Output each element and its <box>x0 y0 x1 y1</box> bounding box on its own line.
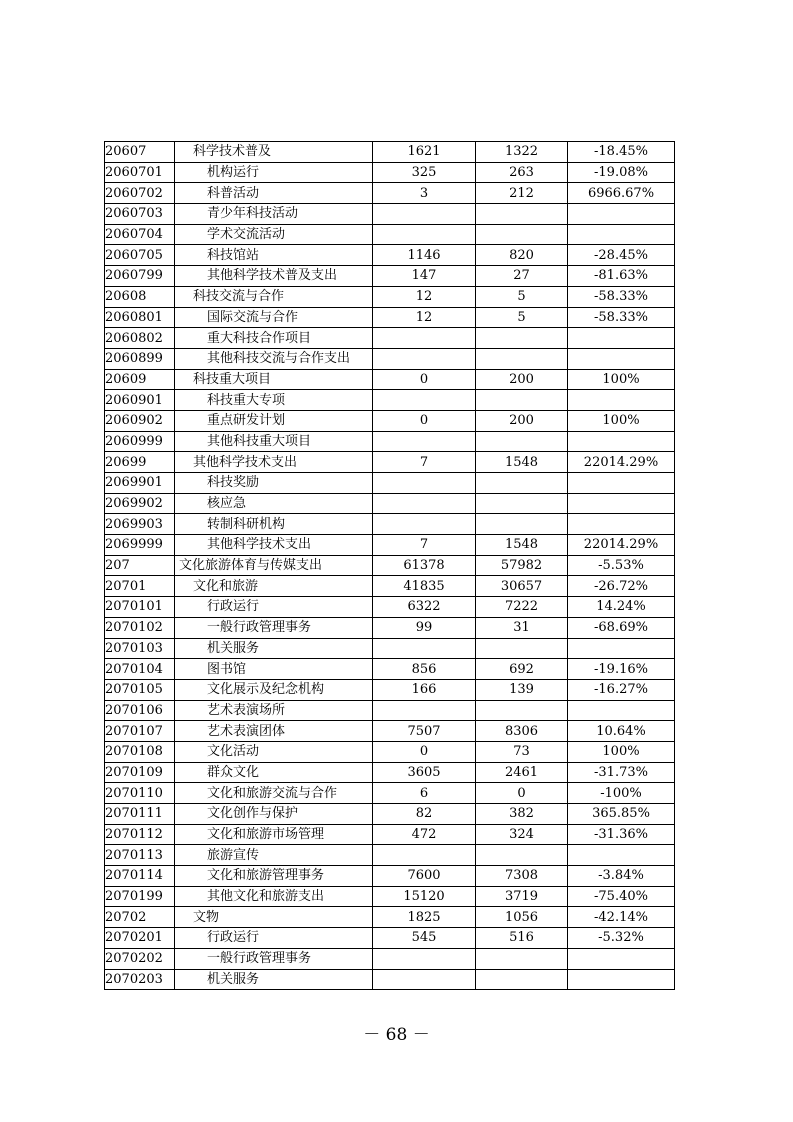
table-row <box>105 700 675 721</box>
previous-amount-cell: 147 <box>373 266 476 287</box>
table-row <box>105 328 675 349</box>
table-row <box>105 286 675 307</box>
current-amount-cell: 73 <box>476 741 568 762</box>
previous-amount-cell: 61378 <box>373 555 476 576</box>
subject-name-cell: 其他文化和旅游支出 <box>175 886 373 907</box>
subject-code-cell: 2070103 <box>105 638 175 659</box>
current-amount-cell: 139 <box>476 679 568 700</box>
subject-code-cell: 2070102 <box>105 617 175 638</box>
subject-code-cell: 20609 <box>105 369 175 390</box>
subject-code-cell: 2060801 <box>105 307 175 328</box>
subject-code-cell: 20608 <box>105 286 175 307</box>
current-amount-cell: 212 <box>476 183 568 204</box>
previous-amount-cell: 325 <box>373 162 476 183</box>
change-percent-cell <box>568 473 675 494</box>
table-row <box>105 617 675 638</box>
current-amount-cell: 5 <box>476 307 568 328</box>
previous-amount-cell: 6322 <box>373 597 476 618</box>
previous-amount-cell: 7 <box>373 452 476 473</box>
previous-amount-cell <box>373 390 476 411</box>
subject-name-cell: 文化和旅游 <box>175 576 373 597</box>
table-row <box>105 721 675 742</box>
previous-amount-cell <box>373 431 476 452</box>
subject-name-cell: 旅游宣传 <box>175 845 373 866</box>
change-percent-cell: 365.85% <box>568 804 675 825</box>
current-amount-cell <box>476 700 568 721</box>
previous-amount-cell: 12 <box>373 286 476 307</box>
subject-code-cell: 2060701 <box>105 162 175 183</box>
subject-name-cell: 其他科技交流与合作支出 <box>175 348 373 369</box>
previous-amount-cell: 12 <box>373 307 476 328</box>
current-amount-cell <box>476 390 568 411</box>
change-percent-cell <box>568 390 675 411</box>
subject-code-cell: 2070108 <box>105 741 175 762</box>
table-row <box>105 824 675 845</box>
current-amount-cell <box>476 328 568 349</box>
subject-code-cell: 2070111 <box>105 804 175 825</box>
previous-amount-cell: 166 <box>373 679 476 700</box>
table-row <box>105 907 675 928</box>
subject-name-cell: 科普活动 <box>175 183 373 204</box>
subject-name-cell: 文化活动 <box>175 741 373 762</box>
change-percent-cell: -26.72% <box>568 576 675 597</box>
change-percent-cell <box>568 204 675 225</box>
current-amount-cell: 3719 <box>476 886 568 907</box>
table-row <box>105 535 675 556</box>
change-percent-cell <box>568 348 675 369</box>
subject-name-cell: 文化和旅游管理事务 <box>175 866 373 887</box>
subject-code-cell: 2060703 <box>105 204 175 225</box>
subject-name-cell: 文化创作与保护 <box>175 804 373 825</box>
current-amount-cell <box>476 224 568 245</box>
change-percent-cell: 14.24% <box>568 597 675 618</box>
table-row <box>105 845 675 866</box>
change-percent-cell: -58.33% <box>568 307 675 328</box>
previous-amount-cell: 3605 <box>373 762 476 783</box>
table-row <box>105 410 675 431</box>
current-amount-cell: 263 <box>476 162 568 183</box>
change-percent-cell: -5.53% <box>568 555 675 576</box>
subject-name-cell: 群众文化 <box>175 762 373 783</box>
subject-code-cell: 2060704 <box>105 224 175 245</box>
change-percent-cell: -28.45% <box>568 245 675 266</box>
table-row <box>105 307 675 328</box>
table-row <box>105 886 675 907</box>
previous-amount-cell: 0 <box>373 741 476 762</box>
previous-amount-cell: 15120 <box>373 886 476 907</box>
subject-code-cell: 2069903 <box>105 514 175 535</box>
subject-code-cell: 2070104 <box>105 659 175 680</box>
current-amount-cell: 31 <box>476 617 568 638</box>
change-percent-cell: -5.32% <box>568 928 675 949</box>
table-row <box>105 576 675 597</box>
current-amount-cell: 2461 <box>476 762 568 783</box>
change-percent-cell: -31.73% <box>568 762 675 783</box>
current-amount-cell: 5 <box>476 286 568 307</box>
subject-name-cell: 文化和旅游交流与合作 <box>175 783 373 804</box>
change-percent-cell <box>568 969 675 990</box>
table-row <box>105 804 675 825</box>
subject-name-cell: 科学技术普及 <box>175 142 373 163</box>
change-percent-cell <box>568 328 675 349</box>
subject-code-cell: 2070113 <box>105 845 175 866</box>
previous-amount-cell: 472 <box>373 824 476 845</box>
table-row <box>105 514 675 535</box>
subject-name-cell: 图书馆 <box>175 659 373 680</box>
current-amount-cell <box>476 473 568 494</box>
subject-code-cell: 2070203 <box>105 969 175 990</box>
subject-name-cell: 重大科技合作项目 <box>175 328 373 349</box>
change-percent-cell <box>568 700 675 721</box>
subject-name-cell: 青少年科技活动 <box>175 204 373 225</box>
current-amount-cell: 7308 <box>476 866 568 887</box>
table-row <box>105 866 675 887</box>
change-percent-cell: -75.40% <box>568 886 675 907</box>
change-percent-cell: -58.33% <box>568 286 675 307</box>
change-percent-cell: 10.64% <box>568 721 675 742</box>
previous-amount-cell: 0 <box>373 410 476 431</box>
change-percent-cell: -16.27% <box>568 679 675 700</box>
current-amount-cell: 692 <box>476 659 568 680</box>
subject-code-cell: 2069902 <box>105 493 175 514</box>
previous-amount-cell: 3 <box>373 183 476 204</box>
subject-code-cell: 2060702 <box>105 183 175 204</box>
subject-name-cell: 其他科技重大项目 <box>175 431 373 452</box>
previous-amount-cell: 7 <box>373 535 476 556</box>
subject-name-cell: 核应急 <box>175 493 373 514</box>
current-amount-cell <box>476 845 568 866</box>
previous-amount-cell <box>373 224 476 245</box>
subject-name-cell: 行政运行 <box>175 597 373 618</box>
subject-code-cell: 20607 <box>105 142 175 163</box>
subject-name-cell: 其他科学技术普及支出 <box>175 266 373 287</box>
previous-amount-cell: 1621 <box>373 142 476 163</box>
table-row <box>105 638 675 659</box>
subject-code-cell: 207 <box>105 555 175 576</box>
table-row <box>105 142 675 163</box>
change-percent-cell <box>568 948 675 969</box>
subject-name-cell: 文化旅游体育与传媒支出 <box>175 555 373 576</box>
table-row <box>105 452 675 473</box>
subject-code-cell: 2070101 <box>105 597 175 618</box>
table-body <box>105 142 675 990</box>
table-row <box>105 162 675 183</box>
subject-name-cell: 转制科研机构 <box>175 514 373 535</box>
table-row <box>105 969 675 990</box>
subject-code-cell: 20699 <box>105 452 175 473</box>
subject-code-cell: 2070114 <box>105 866 175 887</box>
subject-code-cell: 2060902 <box>105 410 175 431</box>
table-row <box>105 948 675 969</box>
table-row <box>105 348 675 369</box>
table-row <box>105 390 675 411</box>
subject-name-cell: 一般行政管理事务 <box>175 948 373 969</box>
current-amount-cell: 1548 <box>476 535 568 556</box>
subject-name-cell: 艺术表演团体 <box>175 721 373 742</box>
current-amount-cell: 382 <box>476 804 568 825</box>
change-percent-cell: -18.45% <box>568 142 675 163</box>
change-percent-cell: -3.84% <box>568 866 675 887</box>
previous-amount-cell <box>373 473 476 494</box>
current-amount-cell: 8306 <box>476 721 568 742</box>
previous-amount-cell: 545 <box>373 928 476 949</box>
change-percent-cell <box>568 224 675 245</box>
subject-name-cell: 机关服务 <box>175 969 373 990</box>
previous-amount-cell: 41835 <box>373 576 476 597</box>
subject-code-cell: 2070201 <box>105 928 175 949</box>
table-row <box>105 597 675 618</box>
previous-amount-cell: 7600 <box>373 866 476 887</box>
change-percent-cell: -19.16% <box>568 659 675 680</box>
subject-code-cell: 2070199 <box>105 886 175 907</box>
table-row <box>105 679 675 700</box>
subject-code-cell: 2069999 <box>105 535 175 556</box>
change-percent-cell: 100% <box>568 410 675 431</box>
current-amount-cell <box>476 493 568 514</box>
current-amount-cell: 516 <box>476 928 568 949</box>
table-row <box>105 928 675 949</box>
subject-code-cell: 2070202 <box>105 948 175 969</box>
current-amount-cell: 27 <box>476 266 568 287</box>
change-percent-cell <box>568 845 675 866</box>
current-amount-cell: 7222 <box>476 597 568 618</box>
subject-name-cell: 机构运行 <box>175 162 373 183</box>
page-number: － 68 － <box>363 1025 430 1045</box>
subject-name-cell: 重点研发计划 <box>175 410 373 431</box>
subject-name-cell: 国际交流与合作 <box>175 307 373 328</box>
subject-name-cell: 其他科学技术支出 <box>175 535 373 556</box>
subject-name-cell: 学术交流活动 <box>175 224 373 245</box>
change-percent-cell: -100% <box>568 783 675 804</box>
subject-code-cell: 2070105 <box>105 679 175 700</box>
change-percent-cell: -68.69% <box>568 617 675 638</box>
previous-amount-cell: 0 <box>373 369 476 390</box>
current-amount-cell <box>476 948 568 969</box>
subject-code-cell: 2070107 <box>105 721 175 742</box>
previous-amount-cell: 99 <box>373 617 476 638</box>
subject-code-cell: 2070109 <box>105 762 175 783</box>
subject-code-cell: 20701 <box>105 576 175 597</box>
previous-amount-cell: 1825 <box>373 907 476 928</box>
table-row <box>105 659 675 680</box>
previous-amount-cell: 82 <box>373 804 476 825</box>
current-amount-cell <box>476 204 568 225</box>
subject-code-cell: 20702 <box>105 907 175 928</box>
current-amount-cell: 200 <box>476 410 568 431</box>
budget-expenditure-table <box>104 141 675 990</box>
subject-code-cell: 2060802 <box>105 328 175 349</box>
table-row <box>105 762 675 783</box>
previous-amount-cell <box>373 328 476 349</box>
subject-name-cell: 其他科学技术支出 <box>175 452 373 473</box>
table-row <box>105 224 675 245</box>
subject-code-cell: 2070106 <box>105 700 175 721</box>
previous-amount-cell <box>373 845 476 866</box>
previous-amount-cell <box>373 204 476 225</box>
current-amount-cell: 1322 <box>476 142 568 163</box>
subject-name-cell: 科技馆站 <box>175 245 373 266</box>
subject-code-cell: 2060799 <box>105 266 175 287</box>
subject-name-cell: 科技重大项目 <box>175 369 373 390</box>
subject-name-cell: 文物 <box>175 907 373 928</box>
previous-amount-cell <box>373 969 476 990</box>
current-amount-cell <box>476 969 568 990</box>
subject-code-cell: 2070112 <box>105 824 175 845</box>
change-percent-cell: 22014.29% <box>568 452 675 473</box>
subject-name-cell: 文化和旅游市场管理 <box>175 824 373 845</box>
current-amount-cell: 30657 <box>476 576 568 597</box>
current-amount-cell <box>476 638 568 659</box>
table-row <box>105 183 675 204</box>
current-amount-cell: 324 <box>476 824 568 845</box>
previous-amount-cell <box>373 348 476 369</box>
change-percent-cell <box>568 431 675 452</box>
current-amount-cell: 200 <box>476 369 568 390</box>
subject-code-cell: 2070110 <box>105 783 175 804</box>
current-amount-cell: 57982 <box>476 555 568 576</box>
subject-name-cell: 科技交流与合作 <box>175 286 373 307</box>
subject-code-cell: 2060901 <box>105 390 175 411</box>
change-percent-cell: 100% <box>568 741 675 762</box>
table-row <box>105 741 675 762</box>
table-row <box>105 245 675 266</box>
change-percent-cell: -19.08% <box>568 162 675 183</box>
current-amount-cell: 1548 <box>476 452 568 473</box>
previous-amount-cell: 6 <box>373 783 476 804</box>
current-amount-cell: 820 <box>476 245 568 266</box>
subject-name-cell: 艺术表演场所 <box>175 700 373 721</box>
change-percent-cell <box>568 514 675 535</box>
subject-code-cell: 2060999 <box>105 431 175 452</box>
change-percent-cell: -81.63% <box>568 266 675 287</box>
subject-name-cell: 文化展示及纪念机构 <box>175 679 373 700</box>
current-amount-cell: 1056 <box>476 907 568 928</box>
change-percent-cell: 100% <box>568 369 675 390</box>
change-percent-cell <box>568 638 675 659</box>
subject-code-cell: 2069901 <box>105 473 175 494</box>
subject-name-cell: 科技奖励 <box>175 473 373 494</box>
previous-amount-cell <box>373 700 476 721</box>
current-amount-cell <box>476 348 568 369</box>
subject-code-cell: 2060705 <box>105 245 175 266</box>
previous-amount-cell <box>373 514 476 535</box>
previous-amount-cell <box>373 638 476 659</box>
previous-amount-cell: 7507 <box>373 721 476 742</box>
previous-amount-cell <box>373 948 476 969</box>
previous-amount-cell: 1146 <box>373 245 476 266</box>
subject-name-cell: 一般行政管理事务 <box>175 617 373 638</box>
table-row <box>105 555 675 576</box>
previous-amount-cell: 856 <box>373 659 476 680</box>
table-row <box>105 783 675 804</box>
table-row <box>105 493 675 514</box>
table-row <box>105 266 675 287</box>
previous-amount-cell <box>373 493 476 514</box>
table-row <box>105 204 675 225</box>
change-percent-cell: -31.36% <box>568 824 675 845</box>
change-percent-cell: 6966.67% <box>568 183 675 204</box>
current-amount-cell: 0 <box>476 783 568 804</box>
subject-name-cell: 机关服务 <box>175 638 373 659</box>
table-row <box>105 431 675 452</box>
subject-name-cell: 行政运行 <box>175 928 373 949</box>
current-amount-cell <box>476 514 568 535</box>
subject-code-cell: 2060899 <box>105 348 175 369</box>
table-row <box>105 473 675 494</box>
change-percent-cell <box>568 493 675 514</box>
change-percent-cell: -42.14% <box>568 907 675 928</box>
change-percent-cell: 22014.29% <box>568 535 675 556</box>
subject-name-cell: 科技重大专项 <box>175 390 373 411</box>
current-amount-cell <box>476 431 568 452</box>
table-row <box>105 369 675 390</box>
